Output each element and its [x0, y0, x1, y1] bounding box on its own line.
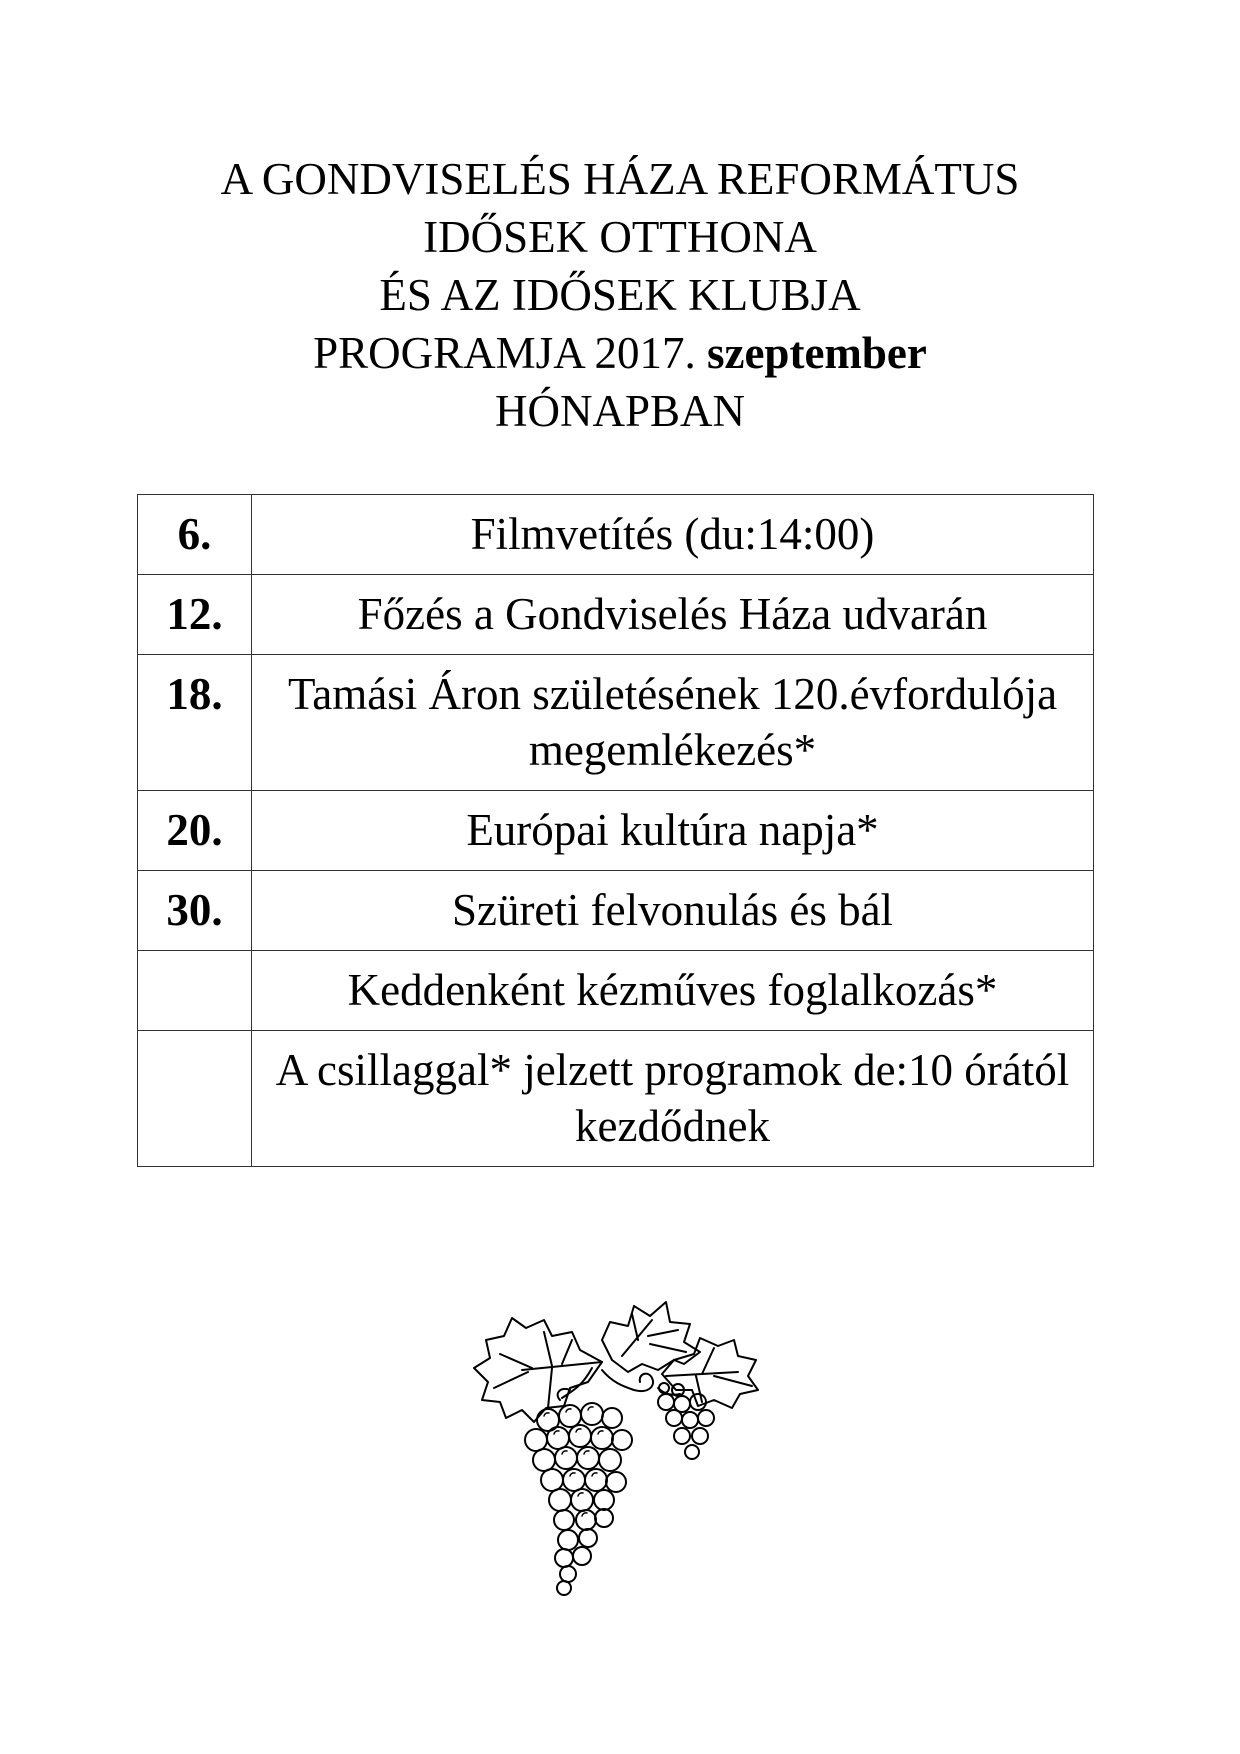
title-program-year: PROGRAMJA 2017.	[313, 328, 707, 378]
day-cell: 20.	[138, 791, 252, 871]
day-cell: 12.	[138, 575, 252, 655]
table-row	[138, 655, 1094, 791]
table-row	[138, 575, 1094, 655]
program-table	[137, 494, 1094, 1167]
event-cell: Főzés a Gondviselés Háza udvarán	[252, 575, 1094, 655]
day-cell: 6.	[138, 495, 252, 575]
event-cell: A csillaggal* jelzett programok de:10 órától kezdődnek	[252, 1031, 1094, 1167]
table-row	[138, 1031, 1094, 1167]
title-line-1: A GONDVISELÉS HÁZA REFORMÁTUS	[220, 154, 1020, 204]
event-cell: Szüreti felvonulás és bál	[252, 871, 1094, 951]
table-row	[138, 871, 1094, 951]
event-cell: Filmvetítés (du:14:00)	[252, 495, 1094, 575]
table-row	[138, 791, 1094, 871]
title-line-5: HÓNAPBAN	[494, 386, 746, 436]
day-cell	[138, 951, 252, 1031]
day-cell	[138, 1031, 252, 1167]
event-cell: Európai kultúra napja*	[252, 791, 1094, 871]
day-cell: 18.	[138, 655, 252, 791]
grape-cluster-icon	[452, 1290, 792, 1610]
event-cell: Tamási Áron születésének 120.évfordulója megemlékezés*	[252, 655, 1094, 791]
day-cell: 30.	[138, 871, 252, 951]
title-line-4	[0, 324, 1240, 382]
table-row	[138, 495, 1094, 575]
title-month: szeptember	[706, 328, 927, 378]
event-cell: Keddenként kézműves foglalkozás*	[252, 951, 1094, 1031]
table-row	[138, 951, 1094, 1031]
title-line-2: IDŐSEK OTTHONA	[423, 212, 817, 262]
title-line-3: ÉS AZ IDŐSEK KLUBJA	[379, 270, 861, 320]
document-title	[0, 150, 1240, 440]
